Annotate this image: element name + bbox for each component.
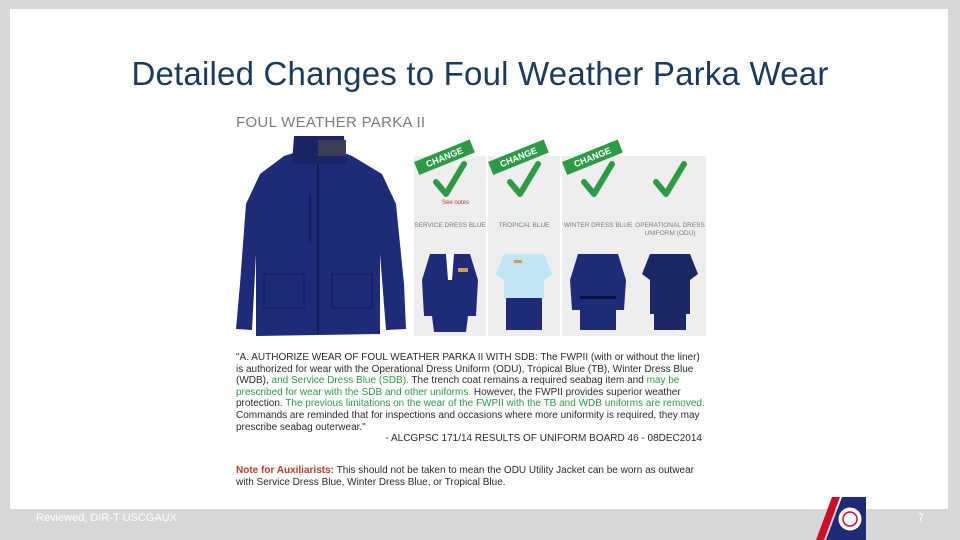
quote-text: Commands are reminded that for inspections and occasions where more uniformity is required, they may prescribe seabag outerwear." xyxy=(236,409,700,433)
note-label: Note for Auxiliarists: xyxy=(236,465,334,476)
checkmark-icon xyxy=(432,160,468,200)
quote-text: The trench coat remains a required seabag item and xyxy=(408,375,647,387)
tropical-blue-uniform xyxy=(492,250,556,332)
see-notes-label: See notes xyxy=(442,200,470,206)
panel-caption: TROPICAL BLUE xyxy=(498,222,550,229)
quote-highlight: The previous limitations on the wear of the FWPII with the TB and WDB uniforms are removed. xyxy=(285,398,705,410)
note-text: This should not be taken to mean the ODU Utility Jacket can be worn as outwear with Service Dress Blue, Winter Dress Blue, or Tropical Blue. xyxy=(236,465,694,488)
uniform-figure xyxy=(234,112,704,340)
slide-title: Detailed Changes to Foul Weather Parka Wear xyxy=(131,55,829,92)
panel-operational-dress-uniform xyxy=(634,156,706,336)
change-banner: CHANGE xyxy=(414,140,475,175)
figure-title: FOUL WEATHER PARKA II xyxy=(236,114,426,131)
winter-dress-blue-uniform xyxy=(566,250,630,332)
footer-text: Reviewed, DIR-T USCGAUX xyxy=(36,512,177,524)
uscg-racing-stripe-logo xyxy=(806,495,866,540)
panel-tropical-blue xyxy=(488,145,560,336)
operational-dress-uniform xyxy=(638,250,702,332)
panel-winter-dress-blue xyxy=(562,145,634,336)
panel-service-dress-blue xyxy=(414,145,486,336)
quote-citation: - ALCGPSC 171/14 RESULTS OF UNIFORM BOARD 46 - 08DEC2014 xyxy=(385,433,702,445)
quote-text: However, the FWPII provides superior weather protection. xyxy=(236,386,681,410)
panel-caption: WINTER DRESS BLUE xyxy=(563,222,633,229)
quote-text: "A. AUTHORIZE WEAR OF FOUL WEATHER PARKA II WITH SDB: The FWPII (with or without the liner) is authorized for wear with the Operational Dress Uniform (ODU), Tropical Blue (TB), Winter Dress Blue (WDB), xyxy=(236,352,700,387)
checkmark-icon xyxy=(506,160,542,200)
panel-caption: SERVICE DRESS BLUE xyxy=(414,222,486,229)
parka-illustration xyxy=(234,134,414,344)
quote-highlight: may be prescribed for wear with the SDB and other uniforms. xyxy=(236,375,680,398)
checkmark-icon xyxy=(580,160,616,200)
slide-footer xyxy=(0,509,960,540)
auxiliarist-note xyxy=(236,465,706,488)
service-dress-blue-uniform xyxy=(418,250,482,332)
panel-caption: OPERATIONAL DRESS UNIFORM (ODU) xyxy=(635,222,705,237)
quote-highlight: and Service Dress Blue (SDB). xyxy=(271,375,409,387)
change-banner: CHANGE xyxy=(562,140,623,175)
page-number: 7 xyxy=(917,512,924,524)
change-banner: CHANGE xyxy=(488,140,549,175)
alcgpsc-quote xyxy=(236,352,706,445)
checkmark-icon xyxy=(652,160,688,200)
